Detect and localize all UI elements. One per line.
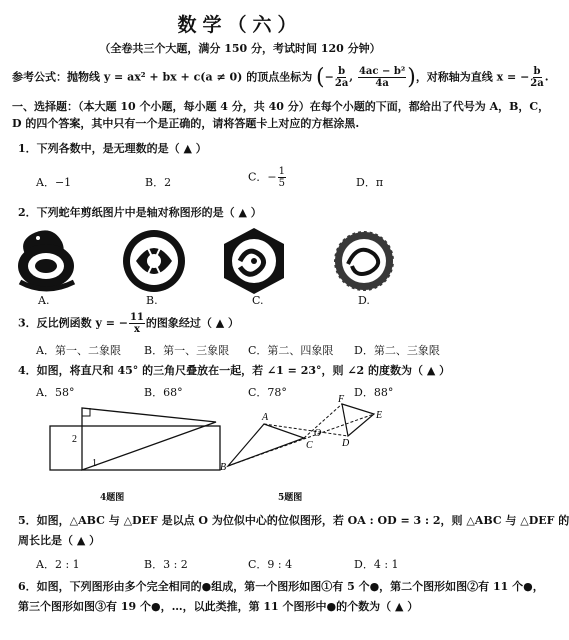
q1-option-b[interactable]: B．2 [145,176,172,189]
q5-option-d[interactable]: D．4 : 1 [354,558,399,571]
q5-option-b[interactable]: B．3 : 2 [144,558,188,571]
section1-line2: D 的四个答案，其中只有一个是正确的，请将答题卡上对应的方框涂黑. [12,117,360,130]
formula-suffix: ，对称轴为直线 x = − [415,70,530,84]
q1-option-d[interactable]: D．π [356,176,384,189]
q5-line2: 周长比是（ ▲ ） [18,534,101,547]
page-title: 数学（六） [177,14,303,36]
fig4-caption: 4题图 [100,493,125,503]
q3-text: 3．反比例函数 y = − $\frac{11}{x}$ 的图象经过（ ▲ ） [18,312,240,335]
q3-option-c[interactable]: C．第二、四象限 [248,344,334,357]
papercut-b-image[interactable] [123,230,185,292]
q3-option-d[interactable]: D．第二、三象限 [354,344,440,357]
papercut-a-image[interactable] [18,230,74,289]
point-o-label: O [314,428,322,439]
q6-line1: 6．如图，下列图形由多个完全相同的●组成，第一个图形如图①有 5 个●，第二个图形如图②有 11 个●， [18,580,544,593]
q1-option-a[interactable]: A．−1 [36,176,72,189]
point-c-label: C [306,440,313,451]
q2-option-a[interactable]: A. [38,294,50,307]
q2-option-b[interactable]: B. [146,294,158,307]
q6-line2: 第三个图形如图③有 19 个●，…，以此类推，第 11 个图形中●的个数为（ ▲ ） [18,600,419,613]
q2-text: 2．下列蛇年剪纸图片中是轴对称图形的是（ ▲ ） [18,206,262,219]
q5-option-a[interactable]: A．2 : 1 [36,558,80,571]
formula-frac-1: $\frac{b}{2a}$ [334,66,349,89]
q3-option-a[interactable]: A．第一、二象限 [36,344,121,357]
point-a-label: A [262,412,269,423]
point-e-label: E [376,410,383,421]
q5-option-c[interactable]: C．9 : 4 [248,558,293,571]
section1-line1: 一、选择题：（本大题 10 个小题，每小题 4 分，共 40 分）在每个小题的下面，都给出了代号为 A，B，C， [12,100,550,113]
q3-option-b[interactable]: B．第一、三象限 [144,344,230,357]
fig4-angle-1-label: 1 [92,458,97,469]
papercut-d-image[interactable] [334,231,394,291]
point-f-label: F [338,394,345,405]
triangle-ruler [82,408,216,470]
figure-5 [218,396,398,490]
q4-option-b[interactable]: B．68° [144,386,183,399]
q5-line1: 5．如图，△ABC 与 △DEF 是以点 O 为位似中心的位似图形，若 OA : OD = 3 : 2，则 △ABC 与 △DEF 的 [18,514,569,527]
q2-option-c[interactable]: C. [252,294,264,307]
q4-option-d[interactable]: D．88° [354,386,394,399]
exam-note: （全卷共三个大题，满分 150 分，考试时间 120 分钟） [99,42,381,55]
q2-paper-cut-images [14,224,474,294]
point-d-label: D [342,438,350,449]
q2-option-d[interactable]: D. [358,294,370,307]
ruler-rect [50,426,220,470]
q4-option-a[interactable]: A．58° [36,386,75,399]
q1-text: 1．下列各数中，是无理数的是（ ▲ ） [18,142,207,155]
formula-prefix: 参考公式：抛物线 y = ax² + bx + c(a ≠ 0) 的顶点坐标为 [12,70,313,84]
formula-frac-2: $\frac{\text{4ac − b²}}{4a}$ [358,66,406,89]
figure-4 [46,402,226,482]
formula-line: 参考公式：抛物线 y = ax² + bx + c(a ≠ 0) 的顶点坐标为 (− $\frac{b}{2a}$ , $\frac{\text{4ac − b²}}{4a}$ )，对称轴为直线 x = − $\frac{b}{2a}$ . [12,65,549,90]
q1-option-c[interactable]: C．− $\frac{1}{5}$ [248,166,286,189]
formula-frac-3: $\frac{b}{2a}$ [530,66,544,89]
triangle-abc [228,424,304,466]
q4-text: 4．如图，将直尺和 45° 的三角尺叠放在一起，若 ∠1 = 23°，则 ∠2 的度数为（ ▲ ） [18,364,451,377]
q4-option-c[interactable]: C．78° [248,386,287,399]
point-b-label: B [220,462,227,473]
fig5-caption: 5题图 [278,493,303,503]
papercut-c-image[interactable] [224,228,284,294]
fig4-angle-2-label: 2 [72,434,77,445]
